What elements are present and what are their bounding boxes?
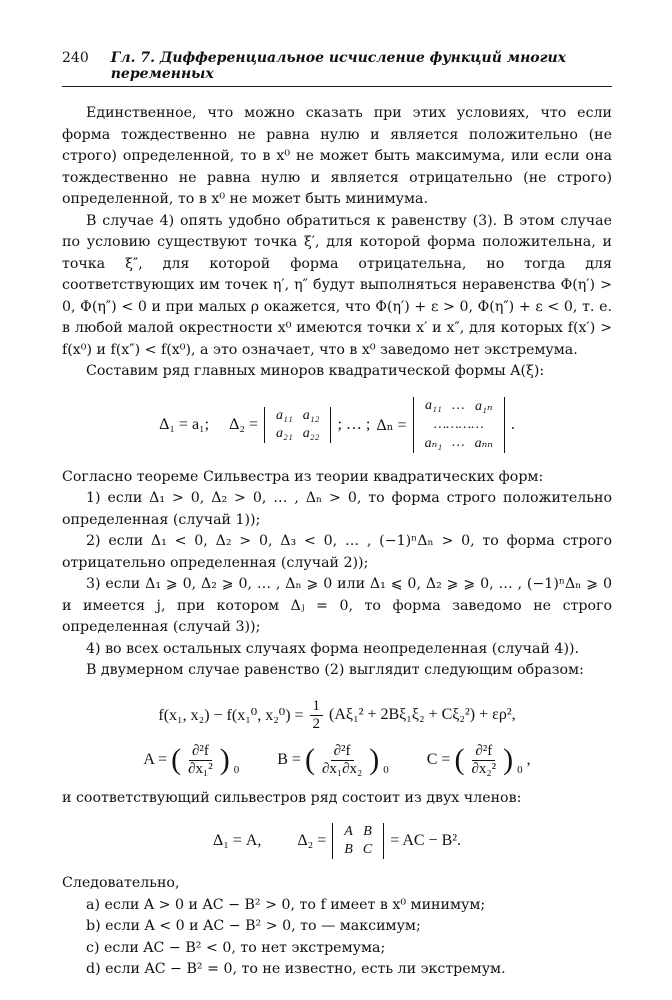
subscript-zero: 0 <box>383 763 389 776</box>
matrix-cell: aₙ₁ <box>424 435 443 451</box>
case-1: 1) если Δ₁ > 0, Δ₂ > 0, … , Δₙ > 0, то форма строго положительно определенная (случай 1)); <box>62 490 612 528</box>
eq-lhs: f(x₁, x₂) − f(x₁⁰, x₂⁰) = <box>158 707 304 724</box>
subscript-zero: 0 <box>233 763 240 776</box>
fraction-denominator: 2 <box>312 715 321 732</box>
matrix-cell: … <box>452 398 465 413</box>
case-4: 4) во всех остальных случаях форма неопределенная (случай 4)). <box>86 640 580 657</box>
fraction-numerator: ∂²f <box>331 743 354 761</box>
fraction-numerator: ∂²f <box>189 743 212 761</box>
matrix-cell: a₁₂ <box>302 407 320 423</box>
determinant-2x2 <box>264 407 331 443</box>
fraction-denominator: ∂x₁∂x₂ <box>321 760 363 777</box>
fraction-numerator: 1 <box>310 698 324 716</box>
conclusion-a: a) если A > 0 и AC − B² > 0, то f имеет в x⁰ минимум; <box>86 896 486 913</box>
two-dim-intro: В двумерном случае равенство (2) выглядит следующим образом: <box>86 662 584 678</box>
delta2-2d-label: Δ₂ = <box>297 832 327 849</box>
matrix-cell: B <box>363 824 372 839</box>
fraction-numerator: ∂²f <box>472 743 495 761</box>
coef-c-label: C = <box>426 751 451 768</box>
determinant-abc <box>332 823 384 859</box>
determinant-2d-equation <box>62 823 612 859</box>
coefficients-equation: A = ( $\frac{\text{∂²f}}{\text{∂x₁²}}$ ) 0 B = ( $\frac{\text{∂²f}}{\text{∂x₁∂x₂}}$ ) 0 C = ( $\frac{\text{∂²f}}{\text{∂x₂²}}$ ) 0 , <box>143 742 531 777</box>
running-head <box>62 50 612 87</box>
delta2-label: Δ₂ = <box>229 415 258 433</box>
paragraph-2: В случае 4) опять удобно обратиться к равенству (3). В этом случае по условию существуют точка ξ′, для которой форма положительна, и точка ξ″, для которой форма отрицательна, но тогда для соответствующих им точек η′, η″ будут выполняться неравенства Φ(η′) > 0, Φ(η″) < 0 и при малых ρ окажется, что Φ(η′) + ε > 0, Φ(η″) + ε < 0, т. е. в любой малой окрестности x⁰ имеются точки x′ и x″, для которых f(x′) > f(x⁰) и f(x″) < f(x⁰), а это означает, что в x⁰ заведомо нет экстремума. <box>62 212 612 358</box>
eq-rhs: (Aξ₁² + 2Bξ₁ξ₂ + Cξ₂²) + ερ², <box>329 706 516 723</box>
period: . <box>510 415 515 433</box>
coef-c-fraction <box>468 743 499 778</box>
conclusion-c: c) если AC − B² < 0, то нет экстремума; <box>86 939 386 956</box>
matrix-cell: a₂₁ <box>275 425 293 441</box>
conclusion-d: d) если AC − B² = 0, то не известно, есть ли экстремум. <box>86 961 506 977</box>
paragraph-3: Составим ряд главных миноров квадратической формы A(ξ): <box>86 363 545 379</box>
sylvester-intro: Согласно теореме Сильвестра из теории квадратических форм: <box>62 468 544 485</box>
matrix-cell: aₙₙ <box>474 435 493 451</box>
separator: ; … ; <box>337 415 371 433</box>
page <box>62 50 612 981</box>
matrix-cell: a₁₁ <box>424 398 442 413</box>
matrix-cell: C <box>362 842 373 857</box>
deltan-label: Δₙ = <box>376 416 407 434</box>
matrix-cell: … <box>452 435 465 450</box>
delta1: Δ₁ = a₁; <box>159 415 210 433</box>
main-equation <box>62 698 612 733</box>
matrix-cell: B <box>344 842 353 857</box>
coef-a-fraction <box>185 743 216 778</box>
delta2-2d-rhs: = AC − B². <box>390 832 462 849</box>
chapter-title: Гл. 7. Дифференциальное исчисление функций многих переменных <box>110 50 567 82</box>
matrix-cell: a₁₁ <box>275 407 293 423</box>
subscript-zero: 0 <box>517 763 523 776</box>
coef-b-label: B = <box>277 751 301 768</box>
coef-a-label: A = <box>143 751 168 768</box>
sylvester-2d-intro: и соответствующий сильвестров ряд состоит из двух членов: <box>62 789 522 806</box>
conclusion-b: b) если A < 0 и AC − B² > 0, то — максимум; <box>86 918 421 934</box>
coef-b-fraction <box>319 743 365 778</box>
minors-equation <box>62 397 612 453</box>
page-number: 240 <box>62 50 89 66</box>
fraction-denominator: ∂x₁² <box>188 760 213 777</box>
conclusion-intro: Следовательно, <box>62 875 180 891</box>
matrix-cell: a₂₂ <box>302 425 320 441</box>
matrix-cell: a₁ₙ <box>474 398 493 414</box>
matrix-cell: ………… <box>433 416 484 432</box>
case-3: 3) если Δ₁ ⩾ 0, Δ₂ ⩾ 0, … , Δₙ ⩾ 0 или Δ₁ ⩽ 0, Δ₂ ⩾ ⩾ 0, … , (−1)ⁿΔₙ ⩾ 0 и имеется j, при котором Δⱼ = 0, то форма заведомо не строго определенная (случай 3)); <box>62 576 612 635</box>
delta1-2d: Δ₁ = A, <box>212 832 262 849</box>
matrix-cell: A <box>344 824 353 839</box>
determinant-nxn <box>413 397 505 453</box>
paragraph-1: Единственное, что можно сказать при этих условиях, что если форма тождественно не равна нулю и является положительно (не строго) определенной, то в x⁰ не может быть максимума, или если она тождественно не равна нулю и является отрицательно (не строго) определенной, то в x⁰ не может быть минимума. <box>62 105 612 207</box>
half-fraction <box>310 698 324 733</box>
fraction-denominator: ∂x₂² <box>471 760 497 777</box>
case-2: 2) если Δ₁ < 0, Δ₂ > 0, Δ₃ < 0, … , (−1)ⁿΔₙ > 0, то форма строго отрицательно определенная (случай 2)); <box>62 533 612 571</box>
